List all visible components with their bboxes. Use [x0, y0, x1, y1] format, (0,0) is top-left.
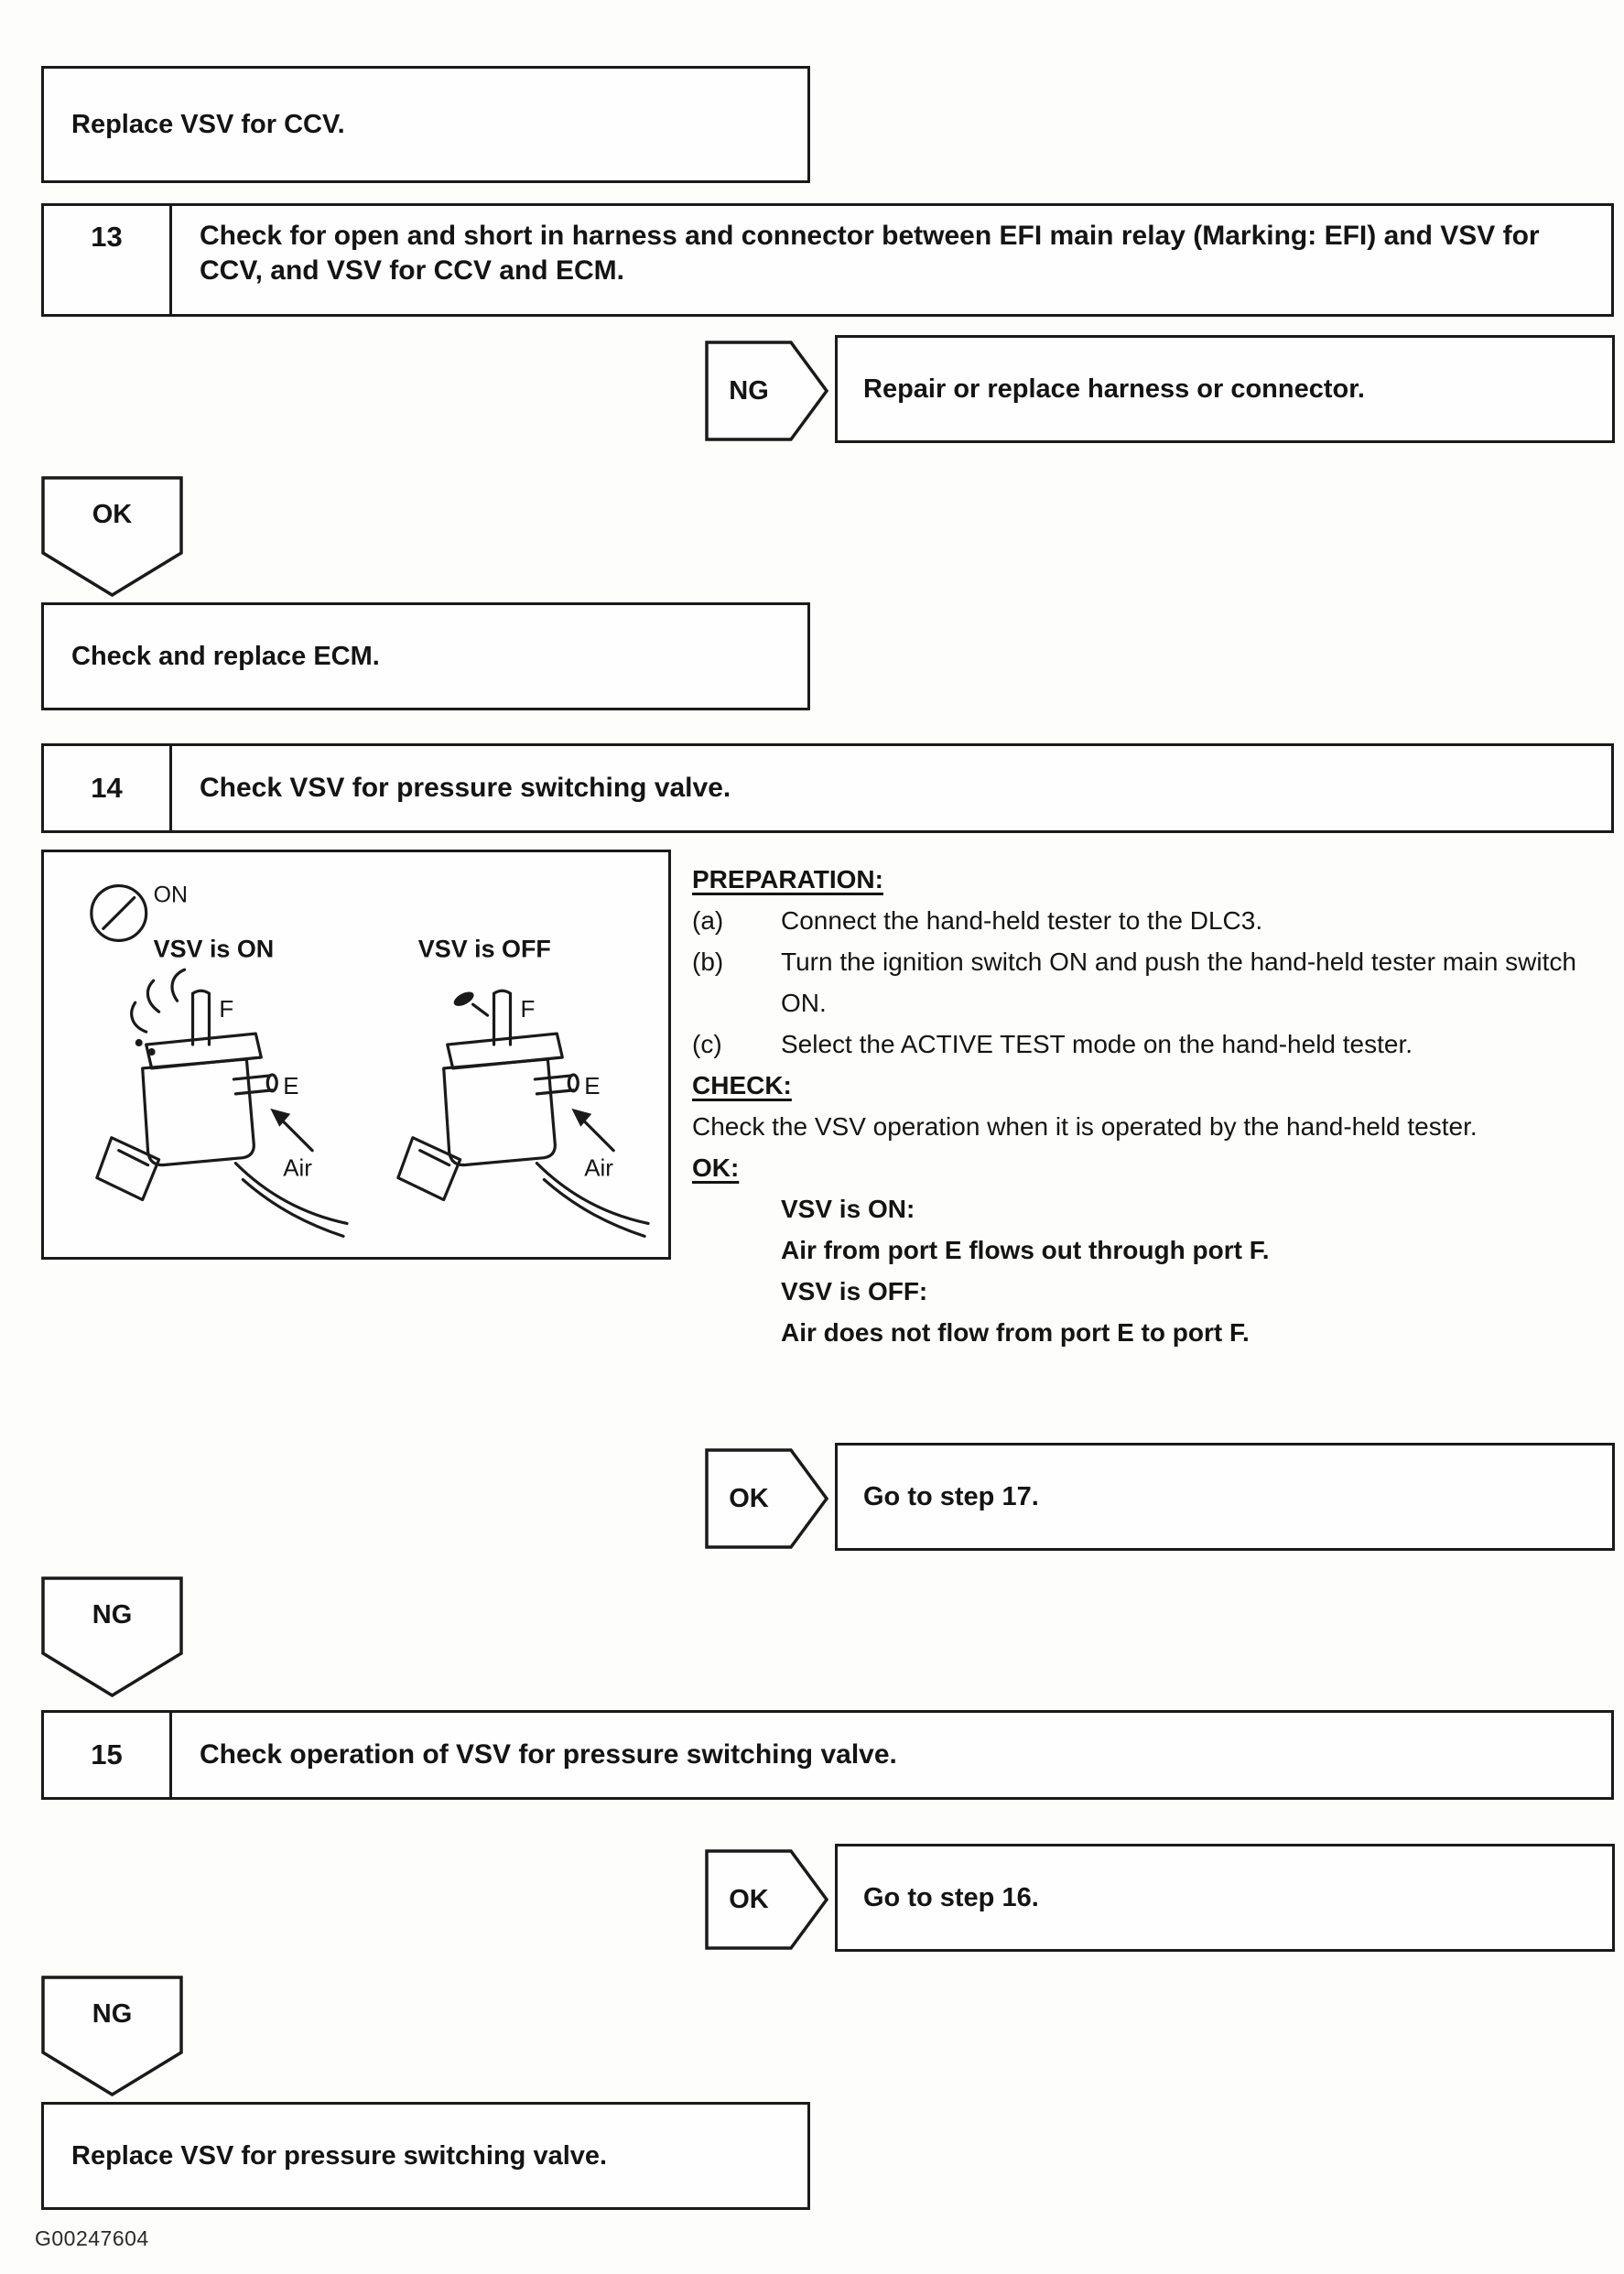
- ok-tag: [705, 1448, 828, 1549]
- ok-down-tag: [41, 476, 183, 597]
- ok-tag-label: OK: [729, 1483, 769, 1513]
- step-number: 14: [44, 746, 172, 830]
- port-e-label: E: [584, 1073, 601, 1099]
- ok-condition: Air does not flow from port E to port F.: [781, 1318, 1250, 1347]
- action-text: Replace VSV for CCV.: [71, 109, 345, 139]
- air-label: Air: [584, 1155, 613, 1182]
- vsv-figure: [41, 850, 671, 1260]
- valve-off-illustration: [398, 989, 648, 1236]
- prep-item-c: [692, 1023, 1619, 1065]
- action-box-replace-vsv-ccv: [41, 66, 810, 183]
- vsv-off-label: VSV is OFF: [417, 935, 551, 963]
- preparation-heading: PREPARATION:: [692, 865, 883, 893]
- prep-item-a: [692, 900, 1619, 941]
- ng-down-tag: [41, 1976, 183, 2096]
- ok-heading: OK:: [692, 1153, 740, 1182]
- result-box-repair-harness: [835, 335, 1615, 443]
- action-text: Replace VSV for pressure switching valve.: [71, 2140, 608, 2171]
- item-label: (a): [692, 906, 724, 935]
- ok-condition: VSV is ON:: [781, 1195, 915, 1223]
- step-number: 13: [44, 206, 172, 314]
- plug-icon: [451, 989, 487, 1015]
- ok-tag-label: OK: [92, 499, 133, 529]
- ok-condition: Air from port E flows out through port F.: [781, 1236, 1270, 1264]
- procedure-section: [692, 859, 1619, 1353]
- step-text: Check for open and short in harness and connector between EFI main relay (Marking: EFI) and VSV for CCV, and VSV for CCV and ECM.: [200, 221, 1540, 287]
- step-15-box: [41, 1710, 1614, 1800]
- air-arrow: [270, 1109, 312, 1151]
- ng-tag-label: NG: [729, 375, 769, 406]
- item-text: Turn the ignition switch ON and push the hand-held tester main switch ON.: [781, 948, 1576, 1017]
- ok-tag-label: OK: [729, 1884, 769, 1914]
- figure-code: G00247604: [35, 2226, 149, 2250]
- result-box-goto-17: [835, 1443, 1615, 1551]
- vsv-on-label: VSV is ON: [153, 935, 275, 963]
- ng-down-tag: [41, 1576, 183, 1697]
- step-13-box: [41, 203, 1614, 317]
- vsv-illustration: [46, 854, 666, 1257]
- item-label: (c): [692, 1030, 722, 1058]
- action-text: Check and replace ECM.: [71, 641, 380, 671]
- result-text: Go to step 17.: [863, 1481, 1039, 1511]
- result-text: Repair or replace harness or connector.: [863, 374, 1365, 404]
- step-text: Check operation of VSV for pressure switching valve.: [200, 1738, 897, 1770]
- port-f-label: F: [520, 997, 536, 1023]
- port-e-label: E: [283, 1073, 299, 1099]
- item-text: Connect the hand-held tester to the DLC3.: [781, 906, 1263, 935]
- item-text: Select the ACTIVE TEST mode on the hand-held tester.: [781, 1030, 1413, 1058]
- ng-tag-label: NG: [92, 1998, 133, 2029]
- step-14-box: [41, 743, 1614, 833]
- port-f-label: F: [219, 997, 234, 1023]
- check-heading: CHECK:: [692, 1071, 792, 1099]
- ng-tag-label: NG: [92, 1599, 133, 1630]
- step-text: Check VSV for pressure switching valve.: [200, 772, 731, 803]
- prep-item-b: [692, 941, 1619, 1023]
- action-box-replace-psv: [41, 2102, 810, 2210]
- on-label: ON: [153, 882, 189, 908]
- air-label: Air: [283, 1155, 312, 1182]
- step-number: 15: [44, 1713, 172, 1797]
- ng-tag: [705, 341, 828, 441]
- on-indicator-icon: [92, 886, 146, 941]
- air-arrow: [571, 1109, 613, 1151]
- result-text: Go to step 16.: [863, 1882, 1039, 1912]
- action-box-check-ecm: [41, 602, 810, 710]
- check-text: Check the VSV operation when it is operated by the hand-held tester.: [692, 1112, 1478, 1141]
- ok-condition: VSV is OFF:: [781, 1277, 928, 1305]
- item-label: (b): [692, 948, 724, 976]
- ok-tag: [705, 1849, 828, 1950]
- result-box-goto-16: [835, 1844, 1615, 1952]
